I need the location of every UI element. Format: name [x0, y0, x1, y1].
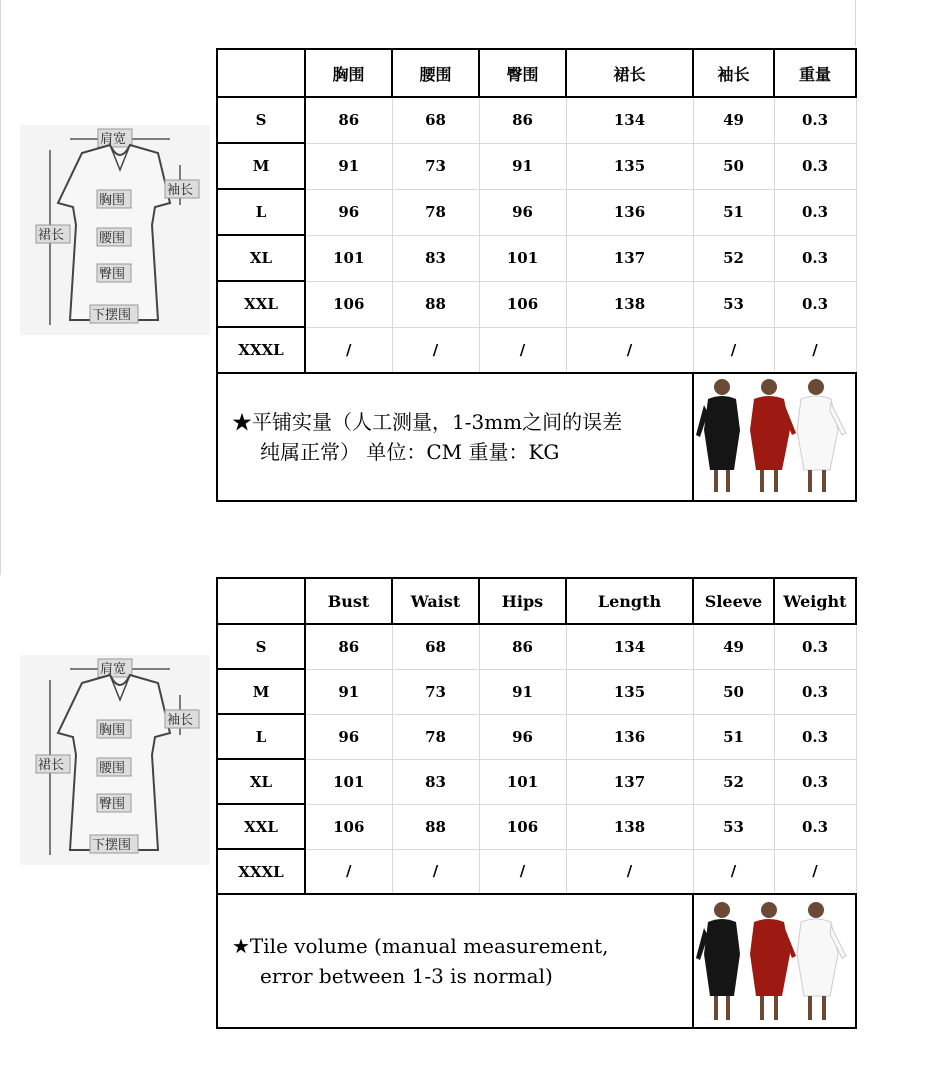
header-length: Length	[566, 578, 693, 624]
value-cell: 0.3	[774, 624, 856, 669]
value-cell: 52	[693, 759, 774, 804]
value-cell: 53	[693, 281, 774, 327]
header-row	[217, 49, 856, 97]
value-cell: 0.3	[774, 235, 856, 281]
note-line-1: ★Tile volume (manual measurement,	[232, 934, 609, 958]
value-cell: /	[392, 849, 479, 894]
shoulder-label: 肩宽	[100, 662, 127, 677]
header-weight: 重量	[774, 49, 856, 97]
header-row	[217, 578, 856, 624]
size-cell: S	[217, 624, 305, 669]
note-line-1: ★平铺实量（人工测量，1-3mm之间的误差	[232, 410, 623, 434]
waist-label: 腰围	[99, 761, 126, 776]
models-photo-icon	[694, 375, 854, 499]
length-label: 裙长	[38, 228, 65, 243]
value-cell: 51	[693, 189, 774, 235]
value-cell: 50	[693, 669, 774, 714]
value-cell: /	[479, 849, 566, 894]
value-cell: 51	[693, 714, 774, 759]
measurement-note	[217, 894, 693, 1028]
table-row	[217, 189, 856, 235]
value-cell: 137	[566, 759, 693, 804]
size-table-english	[216, 577, 857, 1029]
value-cell: 0.3	[774, 759, 856, 804]
note-line-2: error between 1-3 is normal)	[260, 964, 553, 988]
value-cell: 91	[305, 669, 392, 714]
waist-label: 腰围	[99, 231, 126, 246]
value-cell: 83	[392, 235, 479, 281]
value-cell: 86	[479, 97, 566, 143]
value-cell: 106	[479, 804, 566, 849]
size-cell: XXXL	[217, 327, 305, 373]
value-cell: 134	[566, 97, 693, 143]
value-cell: 68	[392, 624, 479, 669]
table-row	[217, 804, 856, 849]
value-cell: 101	[305, 759, 392, 804]
size-cell: XXL	[217, 804, 305, 849]
bust-label: 胸围	[99, 723, 126, 738]
value-cell: 0.3	[774, 97, 856, 143]
value-cell: 49	[693, 624, 774, 669]
measurement-note	[217, 373, 693, 501]
value-cell: 86	[305, 97, 392, 143]
header-sleeve: 袖长	[693, 49, 774, 97]
value-cell: 135	[566, 669, 693, 714]
sleeve-label: 袖长	[167, 183, 194, 198]
garment-diagram-top	[20, 125, 210, 335]
value-cell: 0.3	[774, 189, 856, 235]
note-row	[217, 373, 856, 501]
value-cell: 83	[392, 759, 479, 804]
value-cell: 134	[566, 624, 693, 669]
size-cell: XL	[217, 235, 305, 281]
value-cell: 86	[479, 624, 566, 669]
table-row	[217, 235, 856, 281]
value-cell: 101	[305, 235, 392, 281]
size-cell: M	[217, 143, 305, 189]
value-cell: 106	[305, 804, 392, 849]
table-row	[217, 281, 856, 327]
value-cell: 96	[479, 189, 566, 235]
table-row	[217, 669, 856, 714]
header-waist: Waist	[392, 578, 479, 624]
value-cell: 78	[392, 714, 479, 759]
models-photo-icon	[694, 896, 854, 1026]
dress-outline-icon	[20, 655, 210, 865]
value-cell: 137	[566, 235, 693, 281]
value-cell: 91	[305, 143, 392, 189]
note-row	[217, 894, 856, 1028]
value-cell: 91	[479, 143, 566, 189]
size-cell: XXL	[217, 281, 305, 327]
note-line-2: 纯属正常） 单位：CM 重量：KG	[260, 440, 560, 464]
table-row	[217, 714, 856, 759]
table-row	[217, 143, 856, 189]
value-cell: 50	[693, 143, 774, 189]
value-cell: 88	[392, 804, 479, 849]
value-cell: 52	[693, 235, 774, 281]
product-photo	[693, 894, 856, 1028]
value-cell: 68	[392, 97, 479, 143]
size-cell: L	[217, 714, 305, 759]
value-cell: /	[774, 327, 856, 373]
value-cell: 101	[479, 235, 566, 281]
value-cell: 96	[479, 714, 566, 759]
value-cell: 106	[479, 281, 566, 327]
value-cell: 96	[305, 189, 392, 235]
value-cell: 136	[566, 189, 693, 235]
header-hips: 臀围	[479, 49, 566, 97]
length-label: 裙长	[38, 758, 65, 773]
header-bust: 胸围	[305, 49, 392, 97]
header-waist: 腰围	[392, 49, 479, 97]
value-cell: /	[774, 849, 856, 894]
value-cell: /	[693, 849, 774, 894]
value-cell: /	[566, 849, 693, 894]
value-cell: /	[305, 327, 392, 373]
hem-label: 下摆围	[92, 308, 132, 323]
header-sleeve: Sleeve	[693, 578, 774, 624]
header-bust: Bust	[305, 578, 392, 624]
table-row	[217, 849, 856, 894]
value-cell: /	[392, 327, 479, 373]
value-cell: 0.3	[774, 143, 856, 189]
value-cell: 86	[305, 624, 392, 669]
header-length: 裙长	[566, 49, 693, 97]
hips-label: 臀围	[99, 267, 126, 282]
bust-label: 胸围	[99, 193, 126, 208]
dress-outline-icon	[20, 125, 210, 335]
size-cell: S	[217, 97, 305, 143]
value-cell: 138	[566, 281, 693, 327]
table-row	[217, 97, 856, 143]
hem-label: 下摆围	[92, 838, 132, 853]
value-cell: 73	[392, 669, 479, 714]
value-cell: /	[479, 327, 566, 373]
header-weight: Weight	[774, 578, 856, 624]
value-cell: 135	[566, 143, 693, 189]
table-row	[217, 624, 856, 669]
value-cell: 96	[305, 714, 392, 759]
value-cell: 91	[479, 669, 566, 714]
value-cell: /	[305, 849, 392, 894]
table-row	[217, 327, 856, 373]
hips-label: 臀围	[99, 797, 126, 812]
table-row	[217, 759, 856, 804]
value-cell: 73	[392, 143, 479, 189]
value-cell: 0.3	[774, 714, 856, 759]
size-cell: XL	[217, 759, 305, 804]
value-cell: 78	[392, 189, 479, 235]
value-cell: 136	[566, 714, 693, 759]
size-cell: M	[217, 669, 305, 714]
value-cell: 0.3	[774, 281, 856, 327]
left-edge-line-top	[0, 0, 1, 575]
value-cell: 0.3	[774, 669, 856, 714]
size-cell: XXXL	[217, 849, 305, 894]
size-table-chinese	[216, 48, 857, 502]
value-cell: /	[693, 327, 774, 373]
right-edge-line	[855, 0, 856, 46]
corner-cell	[217, 578, 305, 624]
corner-cell	[217, 49, 305, 97]
value-cell: 49	[693, 97, 774, 143]
garment-diagram-bottom	[20, 655, 210, 865]
value-cell: 106	[305, 281, 392, 327]
header-hips: Hips	[479, 578, 566, 624]
product-photo	[693, 373, 856, 501]
sleeve-label: 袖长	[167, 713, 194, 728]
value-cell: 88	[392, 281, 479, 327]
value-cell: /	[566, 327, 693, 373]
value-cell: 101	[479, 759, 566, 804]
size-cell: L	[217, 189, 305, 235]
value-cell: 0.3	[774, 804, 856, 849]
value-cell: 53	[693, 804, 774, 849]
shoulder-label: 肩宽	[100, 132, 127, 147]
value-cell: 138	[566, 804, 693, 849]
